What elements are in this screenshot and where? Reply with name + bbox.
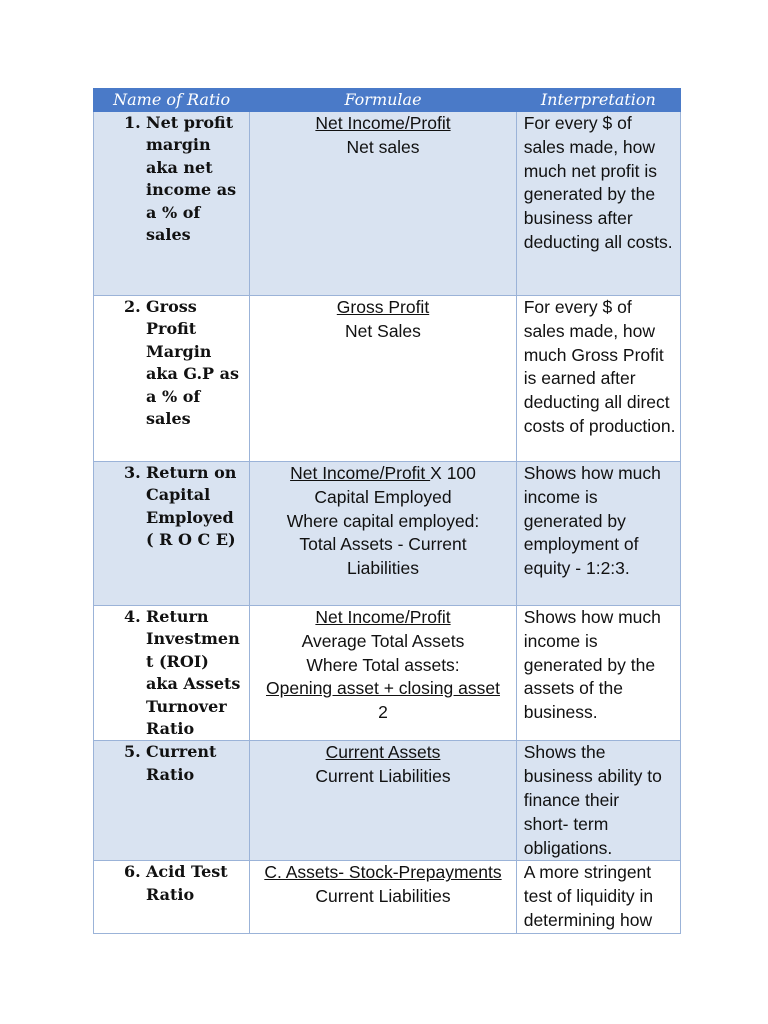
ratio-name-cell [94, 112, 250, 296]
formula-denominator: Net sales [346, 136, 420, 157]
ratio-number: 5. [124, 742, 141, 762]
formula-note: Where capital employed: [286, 510, 480, 531]
formula-note-detail: Total Assets - Current [299, 534, 467, 555]
ratio-number: 1. [124, 113, 141, 132]
interpretation-cell [516, 112, 680, 296]
interpretation-text: Shows the business ability to finance their short- term obligations. [523, 742, 662, 858]
interpretation-text: Shows how much income is generated by employment of equity - 1:2:3. [523, 463, 661, 579]
table-row [94, 462, 681, 606]
ratio-name: Gross Profit Margin aka G.P as a % of sales [146, 297, 240, 429]
ratio-name-cell [94, 296, 250, 462]
ratio-name-cell [94, 861, 250, 934]
formula-numerator: Net Income/Profit [315, 607, 451, 627]
formula-numerator-line [250, 462, 515, 486]
formula-numerator: Gross Profit [336, 297, 430, 317]
ratio-table [93, 88, 681, 934]
table-header-row [94, 89, 681, 112]
formula-denominator: Current Liabilities [315, 766, 451, 787]
ratio-number: 3. [124, 463, 141, 482]
interpretation-text: For every $ of sales made, how much net profit is generated by the business after deducting all costs. [523, 113, 673, 252]
formula-numerator: Net Income/Profit [315, 113, 451, 133]
interpretation-text: A more stringent test of liquidity in determining how [523, 862, 654, 931]
ratio-name: Return on Capital Employed ( R O C E) [146, 463, 237, 550]
interpretation-clip [524, 861, 676, 933]
formula-numerator: Current Assets [325, 742, 441, 763]
formula-cell [250, 741, 516, 861]
formula-numerator: Net Income/Profit [290, 463, 431, 483]
formula-numerator: C. Assets- Stock-Prepayments [264, 862, 502, 883]
ratio-name: Net profit margin aka net income as a % of sales [146, 113, 237, 245]
table-row [94, 606, 681, 741]
ratio-name: Return Investmen t (ROI) aka Assets Turnover Ratio [146, 607, 241, 739]
table-row [94, 741, 681, 861]
interpretation-cell [516, 296, 680, 462]
ratio-name-cell [94, 606, 250, 741]
table-row [94, 296, 681, 462]
header-name-of-ratio: Name of Ratio [94, 89, 250, 112]
formula-cell [250, 861, 516, 934]
formula-cell [250, 462, 516, 606]
ratio-name-cell [94, 462, 250, 606]
formula-note-denominator: 2 [378, 702, 388, 723]
table-row [94, 112, 681, 296]
interpretation-cell [516, 606, 680, 741]
ratio-number: 2. [124, 297, 141, 316]
interpretation-cell [516, 861, 680, 934]
formula-multiplier: X 100 [430, 463, 476, 483]
interpretation-cell [516, 462, 680, 606]
ratio-number: 6. [124, 862, 141, 882]
formula-note-numerator: Opening asset + closing asset [266, 678, 500, 699]
ratio-name-cell [94, 741, 250, 861]
formula-denominator: Current Liabilities [315, 886, 451, 907]
interpretation-text: Shows how much income is generated by the assets of the business. [523, 607, 661, 723]
formula-denominator: Capital Employed [314, 486, 452, 507]
ratio-name: Acid Test Ratio [146, 862, 228, 904]
formula-note: Where Total assets: [306, 654, 460, 675]
header-formulae: Formulae [250, 89, 516, 112]
ratio-name: Current Ratio [146, 742, 217, 784]
ratio-number: 4. [124, 607, 141, 626]
formula-cell [250, 296, 516, 462]
formula-note-detail: Liabilities [347, 558, 419, 579]
header-interpretation: Interpretation [516, 89, 680, 112]
interpretation-cell [516, 741, 680, 861]
interpretation-text: For every $ of sales made, how much Gross Profit is earned after deducting all direct costs of production. [523, 297, 676, 436]
formula-denominator: Net Sales [345, 320, 421, 341]
formula-cell [250, 112, 516, 296]
formula-denominator: Average Total Assets [301, 630, 465, 651]
table-row [94, 861, 681, 934]
formula-cell [250, 606, 516, 741]
